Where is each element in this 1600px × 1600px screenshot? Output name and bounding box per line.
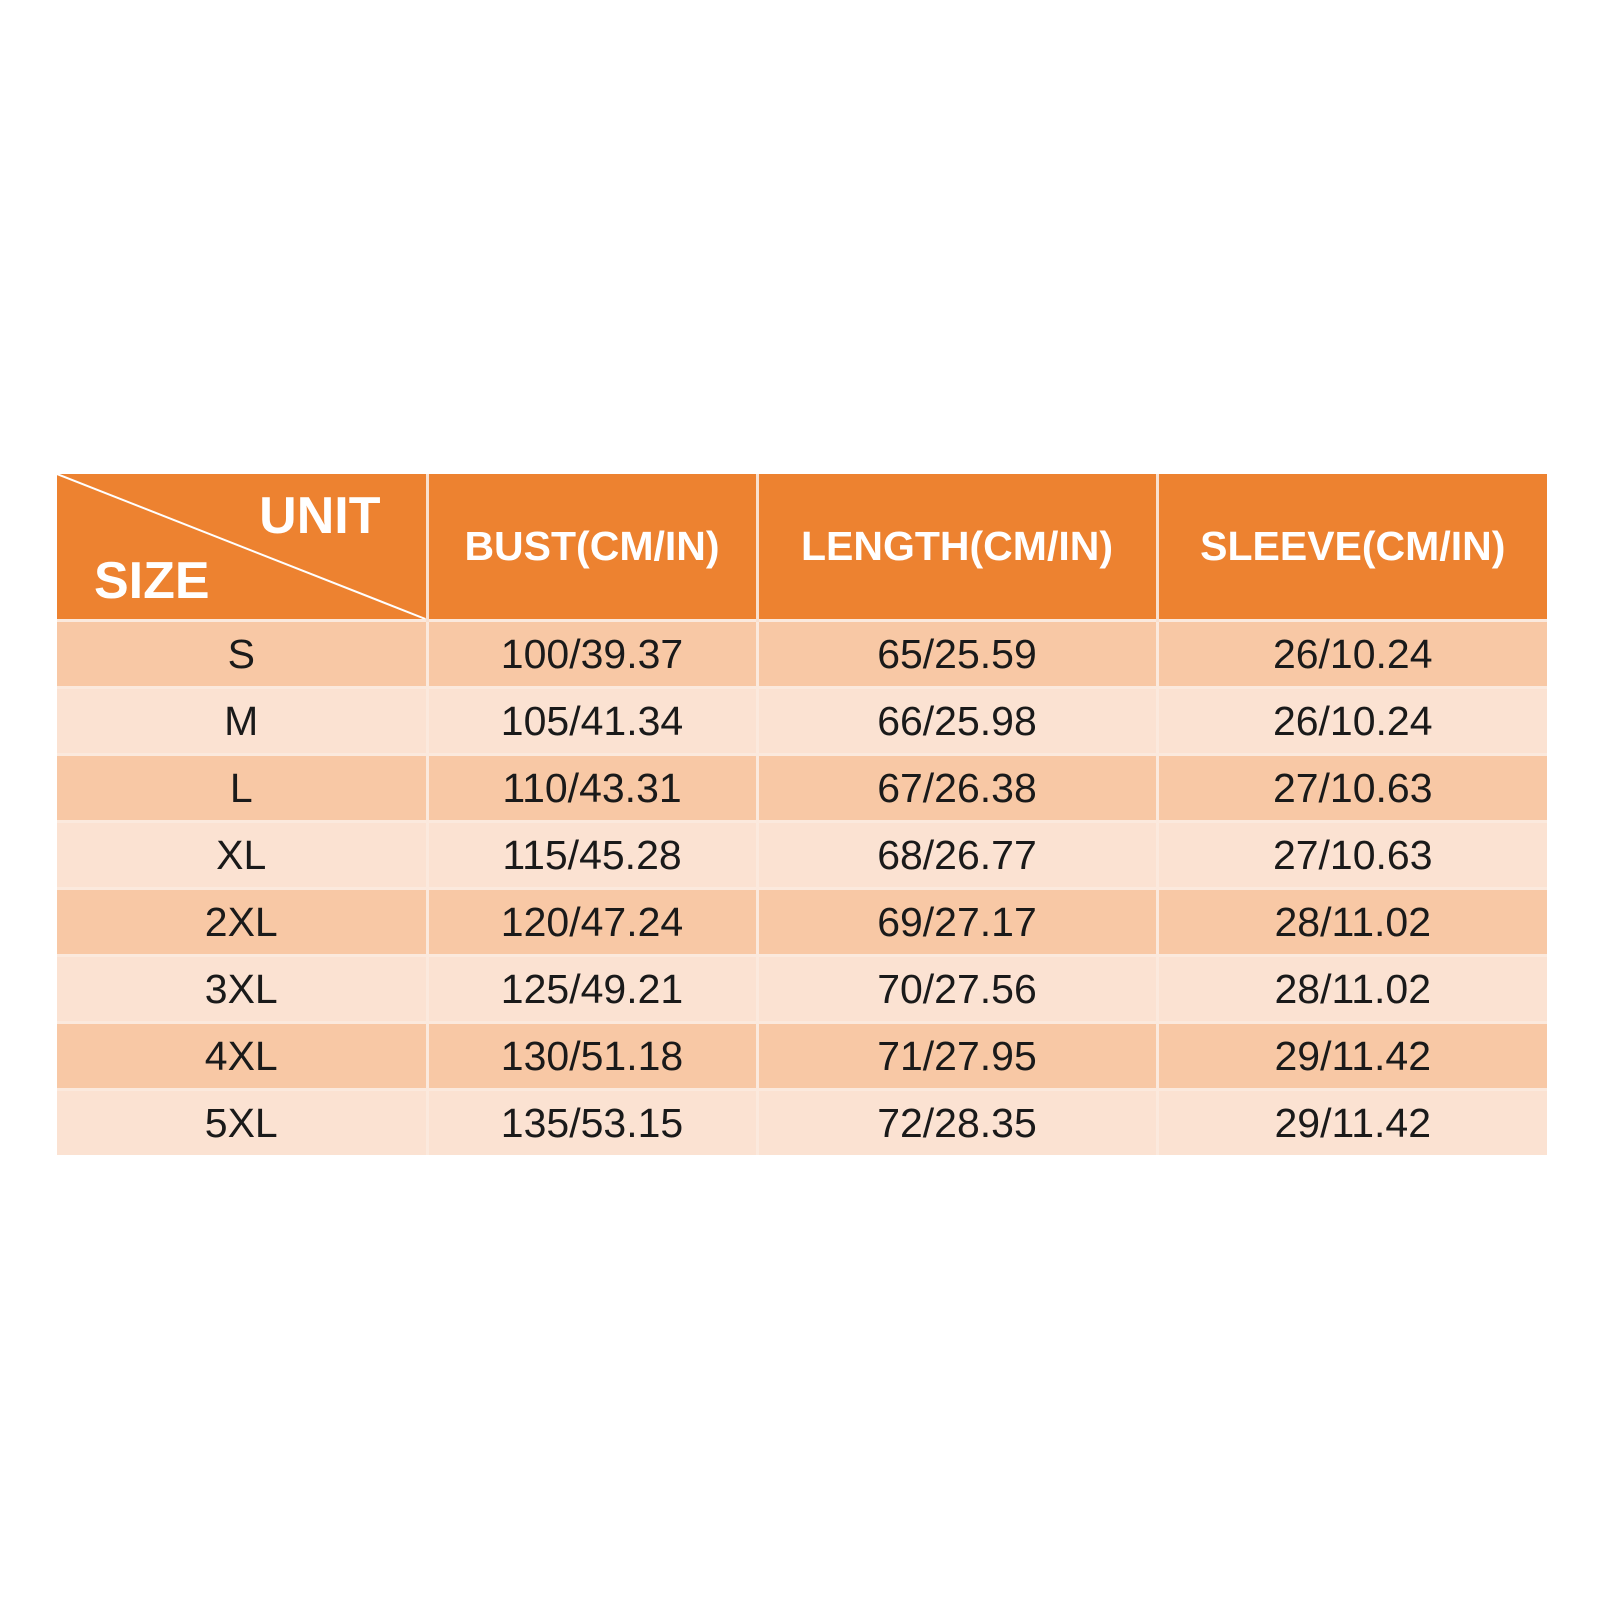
bust-cell: 130/51.18 [427,1023,757,1090]
length-cell: 72/28.35 [757,1090,1157,1156]
length-cell: 67/26.38 [757,755,1157,822]
length-cell: 68/26.77 [757,822,1157,889]
sleeve-cell: 28/11.02 [1157,889,1547,956]
sleeve-cell: 27/10.63 [1157,822,1547,889]
size-label: SIZE [94,552,210,610]
size-cell: 2XL [57,889,427,956]
bust-cell: 110/43.31 [427,755,757,822]
bust-cell: 115/45.28 [427,822,757,889]
size-cell: 4XL [57,1023,427,1090]
column-header-sleeve: SLEEVE(CM/IN) [1157,474,1547,621]
table-row [57,755,1547,822]
size-cell: XL [57,822,427,889]
unit-label: UNIT [259,487,381,545]
column-header-length: LENGTH(CM/IN) [757,474,1157,621]
size-cell: M [57,688,427,755]
table-row [57,1090,1547,1156]
table-body [57,621,1547,1156]
sleeve-cell: 29/11.42 [1157,1090,1547,1156]
sleeve-cell: 26/10.24 [1157,621,1547,688]
table-row [57,688,1547,755]
table-row [57,889,1547,956]
length-cell: 69/27.17 [757,889,1157,956]
sleeve-cell: 26/10.24 [1157,688,1547,755]
bust-cell: 105/41.34 [427,688,757,755]
corner-header [57,474,427,621]
table-row [57,1023,1547,1090]
length-cell: 66/25.98 [757,688,1157,755]
table-row [57,822,1547,889]
sleeve-cell: 27/10.63 [1157,755,1547,822]
length-cell: 70/27.56 [757,956,1157,1023]
bust-cell: 100/39.37 [427,621,757,688]
size-cell: S [57,621,427,688]
size-cell: 5XL [57,1090,427,1156]
header-row [57,474,1547,621]
bust-cell: 125/49.21 [427,956,757,1023]
size-cell: L [57,755,427,822]
table-row [57,956,1547,1023]
table-row [57,621,1547,688]
bust-cell: 120/47.24 [427,889,757,956]
column-header-bust: BUST(CM/IN) [427,474,757,621]
sleeve-cell: 28/11.02 [1157,956,1547,1023]
sleeve-cell: 29/11.42 [1157,1023,1547,1090]
size-chart-table [57,474,1547,1155]
bust-cell: 135/53.15 [427,1090,757,1156]
size-cell: 3XL [57,956,427,1023]
length-cell: 71/27.95 [757,1023,1157,1090]
length-cell: 65/25.59 [757,621,1157,688]
